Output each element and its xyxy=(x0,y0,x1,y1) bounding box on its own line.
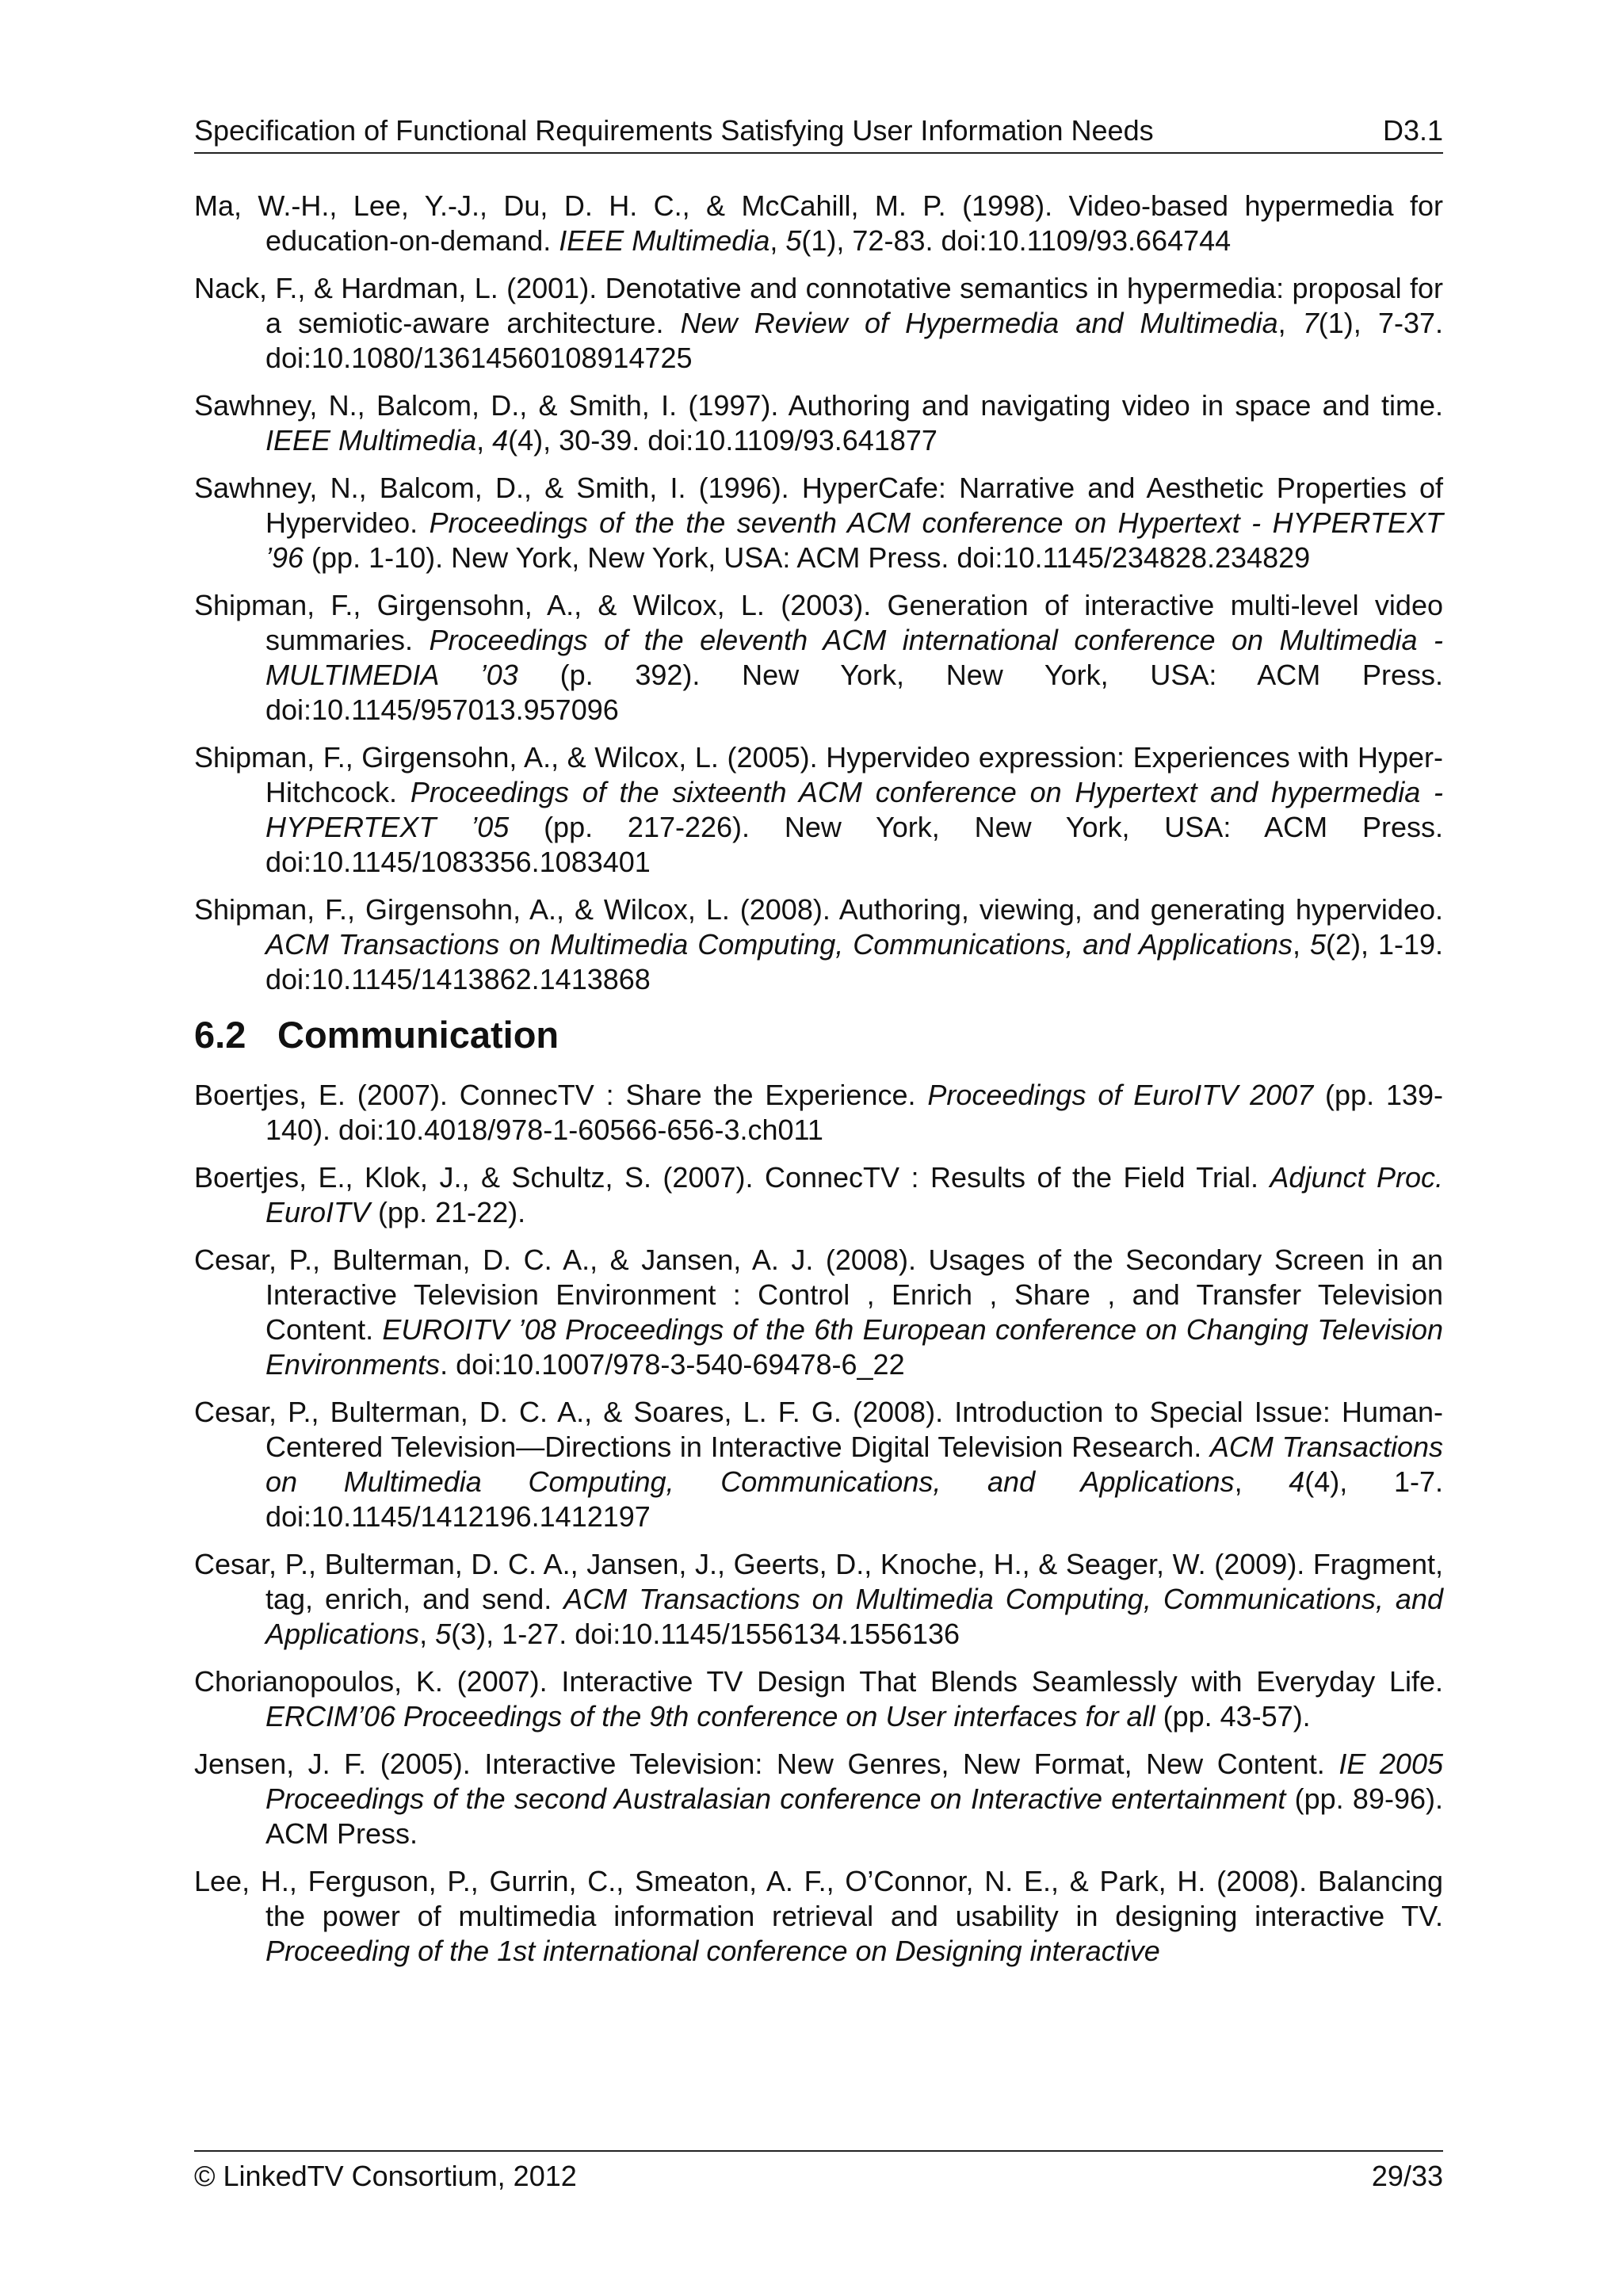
header-doc-id: D3.1 xyxy=(1382,114,1443,147)
section-title-text: Communication xyxy=(277,1014,559,1056)
reference-entry: Shipman, F., Girgensohn, A., & Wilcox, L. (2005). Hypervideo expression: Experiences with Hyper-Hitchcock. Proceedings of the sixteenth ACM conference on Hypertext and hypermedia - HYPERTEXT ’05 (pp. 217-226). New York, New York, USA: ACM Press. doi:10.1145/1083356.1083401 xyxy=(194,741,1443,878)
page-content xyxy=(194,189,1443,1981)
reference-entry: Cesar, P., Bulterman, D. C. A., Jansen, J., Geerts, D., Knoche, H., & Seager, W. (2009). Fragment, tag, enrich, and send. ACM Transactions on Multimedia Computing, Communications, and Applications, 5(3), 1-27. doi:10.1145/1556134.1556136 xyxy=(194,1548,1443,1650)
section-heading xyxy=(194,1013,1443,1057)
reference-entry: Nack, F., & Hardman, L. (2001). Denotative and connotative semantics in hypermedia: proposal for a semiotic-aware architecture. New Review of Hypermedia and Multimedia, 7(1), 7-37. doi:10.1080/13614560108914725 xyxy=(194,272,1443,374)
reference-list-communication xyxy=(194,1078,1443,1969)
reference-entry: Jensen, J. F. (2005). Interactive Television: New Genres, New Format, New Content. IE 2005 Proceedings of the second Australasian conference on Interactive entertainment (pp. 89-96). ACM Press. xyxy=(194,1748,1443,1850)
reference-list-hypervideo xyxy=(194,189,1443,997)
reference-entry: Cesar, P., Bulterman, D. C. A., & Jansen, A. J. (2008). Usages of the Secondary Screen in an Interactive Television Environment : Control , Enrich , Share , and Transfer Television Content. EUROITV ’08 Proceedings of the 6th European conference on Changing Television Environments. doi:10.1007/978-3-540-69478-6_22 xyxy=(194,1244,1443,1381)
reference-entry: Lee, H., Ferguson, P., Gurrin, C., Smeaton, A. F., O’Connor, N. E., & Park, H. (2008). Balancing the power of multimedia information retrieval and usability in designing interactive TV. Proceeding of the 1st international conference on Designing interactive xyxy=(194,1865,1443,1967)
reference-entry: Boertjes, E. (2007). ConnecTV : Share the Experience. Proceedings of EuroITV 2007 (pp. 139-140). doi:10.4018/978-1-60566-656-3.ch011 xyxy=(194,1079,1444,1146)
page-header xyxy=(194,113,1443,154)
reference-entry: Boertjes, E., Klok, J., & Schultz, S. (2007). ConnecTV : Results of the Field Trial. Adjunct Proc. EuroITV (pp. 21-22). xyxy=(194,1161,1443,1228)
reference-entry: Sawhney, N., Balcom, D., & Smith, I. (1997). Authoring and navigating video in space and time. IEEE Multimedia, 4(4), 30-39. doi:10.1109/93.641877 xyxy=(194,389,1443,457)
reference-entry: Ma, W.-H., Lee, Y.-J., Du, D. H. C., & McCahill, M. P. (1998). Video-based hypermedia for education-on-demand. IEEE Multimedia, 5(1), 72-83. doi:10.1109/93.664744 xyxy=(194,189,1443,257)
reference-entry: Shipman, F., Girgensohn, A., & Wilcox, L. (2003). Generation of interactive multi-level video summaries. Proceedings of the eleventh ACM international conference on Multimedia - MULTIMEDIA ’03 (p. 392). New York, New York, USA: ACM Press. doi:10.1145/957013.957096 xyxy=(194,589,1444,726)
reference-entry: Shipman, F., Girgensohn, A., & Wilcox, L. (2008). Authoring, viewing, and generating hypervideo. ACM Transactions on Multimedia Computing, Communications, and Applications, 5(2), 1-19. doi:10.1145/1413862.1413868 xyxy=(194,893,1443,995)
footer-copyright: © LinkedTV Consortium, 2012 xyxy=(194,2160,577,2192)
reference-entry: Chorianopoulos, K. (2007). Interactive TV Design That Blends Seamlessly with Everyday Life. ERCIM’06 Proceedings of the 9th conference on User interfaces for all (pp. 43-57). xyxy=(194,1665,1443,1733)
section-number: 6.2 xyxy=(194,1014,246,1056)
footer-page-number: 29/33 xyxy=(1371,2160,1443,2192)
page-footer xyxy=(194,2150,1443,2195)
reference-entry: Cesar, P., Bulterman, D. C. A., & Soares, L. F. G. (2008). Introduction to Special Issue: Human-Centered Television—Directions in Interactive Digital Television Research. ACM Transactions on Multimedia Computing, Communications, and Applications, 4(4), 1-7. doi:10.1145/1412196.1412197 xyxy=(194,1396,1443,1533)
header-title: Specification of Functional Requirements Satisfying User Information Needs xyxy=(194,114,1154,147)
reference-entry: Sawhney, N., Balcom, D., & Smith, I. (1996). HyperCafe: Narrative and Aesthetic Properties of Hypervideo. Proceedings of the the seventh ACM conference on Hypertext - HYPERTEXT ’96 (pp. 1-10). New York, New York, USA: ACM Press. doi:10.1145/234828.234829 xyxy=(194,472,1443,574)
